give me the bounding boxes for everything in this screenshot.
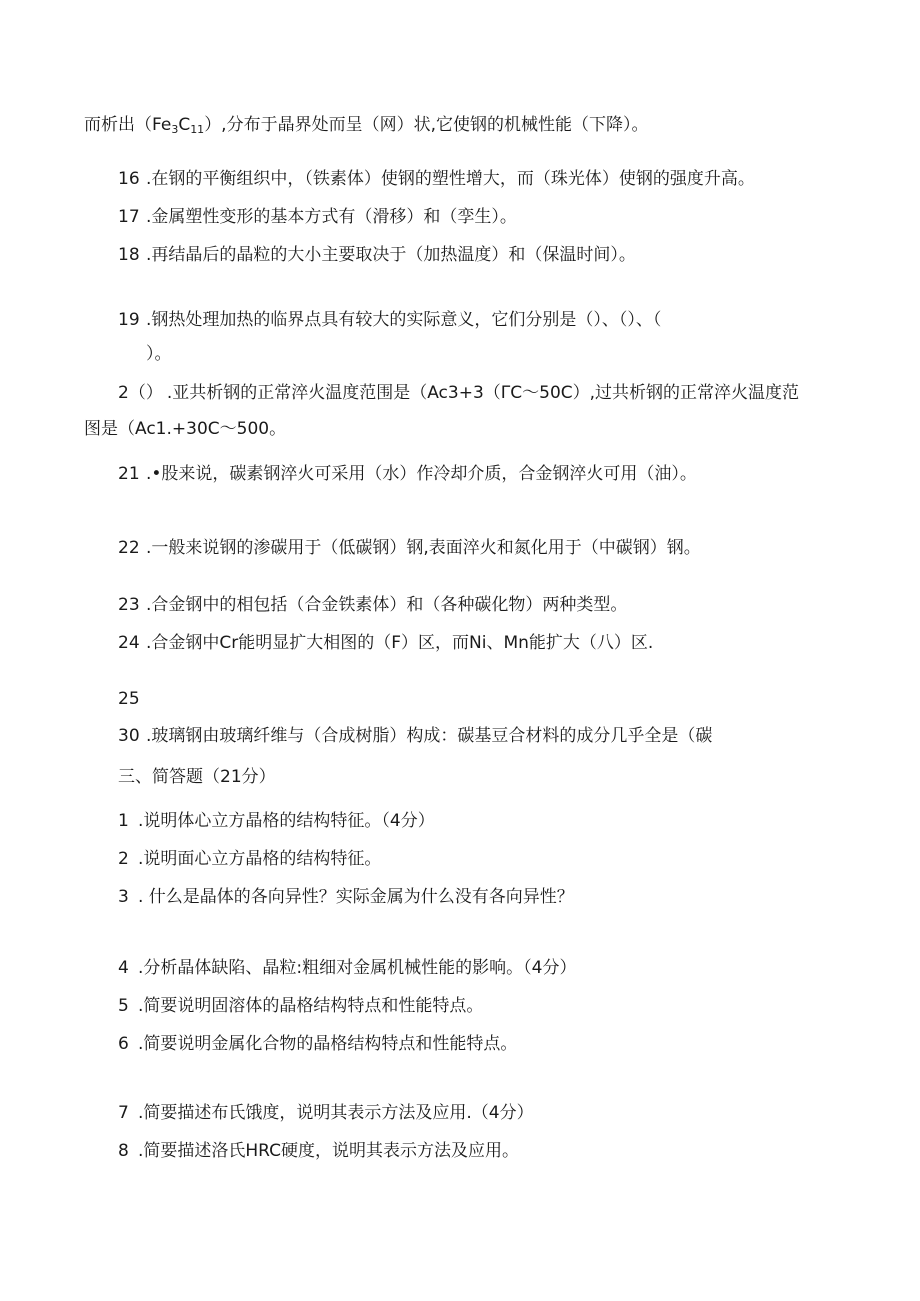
question-text: .分析晶体缺陷、晶粒:粗细对金属机械性能的影响。（4分）: [138, 958, 577, 978]
short-answer-6: [118, 1033, 517, 1055]
subscript-3: 3: [171, 123, 179, 136]
question-text: .简要描述洛氏HRC硬度，说明其表示方法及应用。: [138, 1141, 520, 1161]
question-number: 24: [118, 633, 140, 653]
question-17: [118, 206, 517, 228]
question-text: .简要说明金属化合物的晶格结构特点和性能特点。: [138, 1034, 518, 1054]
question-number: 21: [118, 464, 140, 484]
question-19: [118, 309, 661, 331]
question-number: 8: [118, 1141, 129, 1161]
question-text: .亚共析钢的正常淬火温度范围是（Ac3+3（ΓC～50C）,过共析钢的正常淬火温度范: [166, 383, 800, 403]
question-text: .金属塑性变形的基本方式有（滑移）和（孪生）。: [146, 207, 517, 227]
question-text: .合金钢中Cr能明显扩大相图的（F）区，而Ni、Mn能扩大（八）区.: [146, 633, 654, 653]
question-text: .简要说明固溶体的晶格结构特点和性能特点。: [138, 996, 484, 1016]
question-number: 30: [118, 726, 140, 746]
question-number: 3: [118, 887, 129, 907]
question-text: .•股来说，碳素钢淬火可采用（水）作冷却介质，合金钢淬火可用（油）。: [146, 464, 697, 484]
question-number: 5: [118, 996, 129, 1016]
question-number: 23: [118, 595, 140, 615]
question-text: .在钢的平衡组织中，（铁素体）使钢的塑性增大，而（珠光体）使钢的强度升高。: [146, 169, 755, 189]
question-number: 1: [118, 811, 129, 831]
question-text: . 什么是晶体的各向异性？实际金属为什么没有各向异性？: [138, 887, 574, 907]
question-22: [118, 537, 701, 559]
question-number: 25: [118, 689, 140, 709]
question-text: .说明面心立方晶格的结构特征。: [138, 849, 382, 869]
question-number: 17: [118, 207, 140, 227]
question-text: .合金钢中的相包括（合金铁素体）和（各种碳化物）两种类型。: [146, 595, 628, 615]
question-number: 4: [118, 958, 129, 978]
short-answer-1: [118, 810, 435, 832]
line-continuation-fe3c: [84, 114, 649, 136]
question-number: 7: [118, 1103, 129, 1123]
question-number: 2（）: [118, 383, 163, 403]
question-text: .简要描述布氏饿度，说明其表示方法及应用.（4分）: [138, 1103, 534, 1123]
question-number: 2: [118, 849, 129, 869]
short-answer-2: [118, 848, 381, 870]
question-text: .钢热处理加热的临界点具有较大的实际意义，它们分别是（）、（）、（: [146, 310, 662, 330]
question-25: [118, 688, 146, 710]
question-text: .说明体心立方晶格的结构特征。（4分）: [138, 811, 435, 831]
question-number: 18: [118, 245, 140, 265]
text-pre: 而析出（Fe: [84, 115, 172, 135]
question-19-continuation: [146, 343, 172, 365]
question-24: [118, 632, 653, 654]
question-30: [118, 725, 712, 747]
short-answer-8: [118, 1140, 519, 1162]
question-text-cont: ）。: [146, 344, 172, 364]
text-post: ）,分布于晶界处而呈（网）状,它使钢的机械性能（下降）。: [204, 115, 649, 135]
section-heading-short-answer: [118, 766, 276, 788]
short-answer-5: [118, 995, 483, 1017]
question-23: [118, 594, 627, 616]
question-16: [118, 168, 755, 190]
subscript-11: 11: [190, 123, 205, 136]
question-text: .玻璃钢由玻璃纤维与（合成树脂）构成：碳基豆合材料的成分几乎全是（碳: [146, 726, 713, 746]
short-answer-7: [118, 1102, 534, 1124]
question-text: .一般来说钢的渗碳用于（低碳钢）钢,表面淬火和氮化用于（中碳钢）钢。: [146, 538, 701, 558]
question-20: [118, 382, 799, 404]
question-number: 16: [118, 169, 140, 189]
short-answer-4: [118, 957, 576, 979]
section-title: 三、简答题（21分）: [118, 767, 276, 787]
question-number: 22: [118, 538, 140, 558]
question-18: [118, 244, 636, 266]
text-mid: C: [178, 115, 191, 135]
question-number: 6: [118, 1034, 129, 1054]
question-21: [118, 463, 697, 485]
question-number: 19: [118, 310, 140, 330]
short-answer-3: [118, 886, 574, 908]
question-20-continuation: [84, 418, 286, 440]
question-text: .再结晶后的晶粒的大小主要取决于（加热温度）和（保温时间）。: [146, 245, 636, 265]
question-text-cont: 图是（Ac1.+30C～500。: [84, 419, 287, 439]
